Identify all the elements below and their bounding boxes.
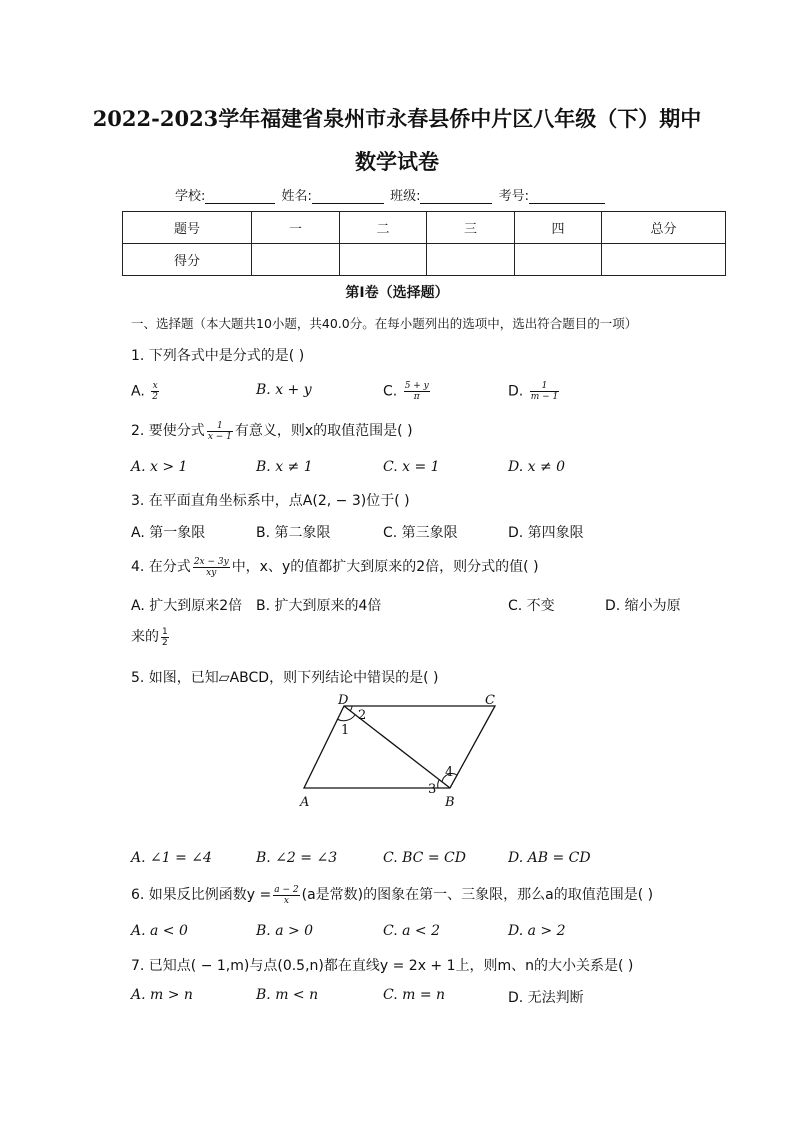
angle-label-2: 2 [358, 708, 367, 723]
score-table-score-row [123, 244, 726, 276]
angle-label-3: 3 [428, 782, 437, 797]
question-5-stem: 5. 如图，已知▱ABCD，则下列结论中错误的是( ) [131, 670, 439, 686]
question-7-stem: 7. 已知点( − 1,m)与点(0.5,n)都在直线y = 2x + 1上，则m、n的大小关系是( ) [131, 958, 634, 974]
fraction: $\frac{1}{2}$ [162, 626, 168, 648]
angle-label-1: 1 [341, 723, 350, 738]
score-table-header-row [123, 212, 726, 244]
question-5-option-c[interactable]: C. BC = CD [383, 850, 466, 866]
angle-2-arc [350, 706, 352, 711]
question-4-option-a[interactable]: A. 扩大到原来2倍 [131, 598, 243, 614]
table-cell: 总分 [602, 212, 726, 244]
option-letter: C. [383, 383, 398, 400]
fraction: $\frac{x}{2}$ [152, 381, 158, 402]
table-cell: 四 [515, 212, 602, 244]
fraction: $\frac{1}{m - 1}$ [530, 381, 559, 402]
exam-title-line1: 2022-2023学年福建省泉州市永春县侨中片区八年级（下）期中 [92, 106, 702, 131]
question-4-option-c[interactable]: C. 不变 [508, 598, 555, 614]
question-6-option-d[interactable]: D. a > 2 [508, 923, 566, 939]
question-2-option-c[interactable]: C. x = 1 [383, 459, 440, 475]
class-field[interactable] [420, 189, 492, 204]
vertex-label-b: B [445, 795, 455, 810]
question-6-option-c[interactable]: C. a < 2 [383, 923, 440, 939]
option-letter: D. [508, 383, 524, 400]
question-7-option-d[interactable]: D. 无法判断 [508, 990, 584, 1006]
question-1-stem: 1. 下列各式中是分式的是( ) [131, 348, 305, 364]
question-4-option-d-continued: 来的 $\frac{1}{2}$ [131, 626, 168, 648]
question-6-option-a[interactable]: A. a < 0 [131, 923, 188, 939]
vertex-label-d: D [338, 693, 349, 708]
table-cell[interactable] [427, 244, 515, 276]
question-2-option-d[interactable]: D. x ≠ 0 [508, 459, 566, 475]
question-4-option-d[interactable]: D. 缩小为原 [605, 598, 681, 614]
table-cell[interactable] [602, 244, 726, 276]
question-4-option-b[interactable]: B. 扩大到原来的4倍 [256, 598, 382, 614]
school-field[interactable] [205, 189, 275, 204]
section-title: 第Ⅰ卷（选择题） [345, 285, 449, 301]
class-label: 班级: [390, 189, 421, 204]
fraction: $\frac{a - 2}{x}$ [274, 884, 299, 906]
name-label: 姓名: [281, 189, 312, 204]
table-cell: 二 [340, 212, 427, 244]
option-letter: A. [131, 383, 145, 400]
question-7-option-c[interactable]: C. m = n [383, 987, 446, 1003]
question-1-option-d[interactable] [508, 381, 561, 402]
question-5-option-a[interactable]: A. ∠1 = ∠4 [131, 850, 212, 866]
parallelogram-abcd [304, 706, 495, 788]
table-cell[interactable] [515, 244, 602, 276]
table-cell: 题号 [123, 212, 252, 244]
question-3-stem: 3. 在平面直角坐标系中，点A(2, − 3)位于( ) [131, 493, 410, 509]
table-cell: 得分 [123, 244, 252, 276]
question-7-option-a[interactable]: A. m > n [131, 987, 193, 1003]
question-3-option-d[interactable]: D. 第四象限 [508, 525, 584, 541]
vertex-label-c: C [485, 693, 495, 708]
parallelogram-figure [295, 690, 510, 815]
question-1-option-a[interactable] [131, 381, 161, 402]
table-cell: 一 [252, 212, 340, 244]
question-3-option-b[interactable]: B. 第二象限 [256, 525, 331, 541]
fraction: $\frac{1}{x - 1}$ [207, 420, 232, 442]
exam-number-label: 考号: [498, 189, 529, 204]
table-cell: 三 [427, 212, 515, 244]
angle-3-arc [438, 780, 439, 788]
score-table [122, 211, 726, 276]
question-7-option-b[interactable]: B. m < n [256, 987, 319, 1003]
question-3-option-a[interactable]: A. 第一象限 [131, 525, 206, 541]
fraction: $\frac{5 + y}{\pi}$ [404, 381, 429, 402]
question-1-option-b[interactable]: B. x + y [256, 382, 312, 398]
question-6-option-b[interactable]: B. a > 0 [256, 923, 314, 939]
exam-title-line2: 数学试卷 [355, 149, 439, 174]
question-2-option-a[interactable]: A. x > 1 [131, 459, 188, 475]
angle-label-4: 4 [445, 765, 454, 780]
question-5-option-d[interactable]: D. AB = CD [508, 850, 591, 866]
question-6-stem: 6. 如果反比例函数y = $\frac{a - 2}{x}$ (a是常数)的图象在第一、三象限，那么a的取值范围是( ) [131, 884, 654, 906]
question-2-stem: 2. 要使分式 $\frac{1}{x - 1}$ 有意义，则x的取值范围是( ) [131, 420, 413, 442]
section-instructions: 一、选择题（本大题共10小题，共40.0分。在每小题列出的选项中，选出符合题目的一项） [131, 316, 638, 331]
exam-number-field[interactable] [529, 189, 605, 204]
name-field[interactable] [312, 189, 384, 204]
question-4-stem: 4. 在分式 $\frac{2x - 3y}{xy}$ 中，x、y的值都扩大到原来的2倍，则分式的值( ) [131, 556, 539, 578]
vertex-label-a: A [300, 795, 310, 810]
school-label: 学校: [175, 189, 206, 204]
question-5-option-b[interactable]: B. ∠2 = ∠3 [256, 850, 338, 866]
question-1-option-c[interactable] [383, 381, 432, 402]
table-cell[interactable] [252, 244, 340, 276]
question-2-option-b[interactable]: B. x ≠ 1 [256, 459, 313, 475]
question-3-option-c[interactable]: C. 第三象限 [383, 525, 458, 541]
table-cell[interactable] [340, 244, 427, 276]
fraction: $\frac{2x - 3y}{xy}$ [193, 556, 229, 578]
student-info-line [175, 185, 607, 204]
